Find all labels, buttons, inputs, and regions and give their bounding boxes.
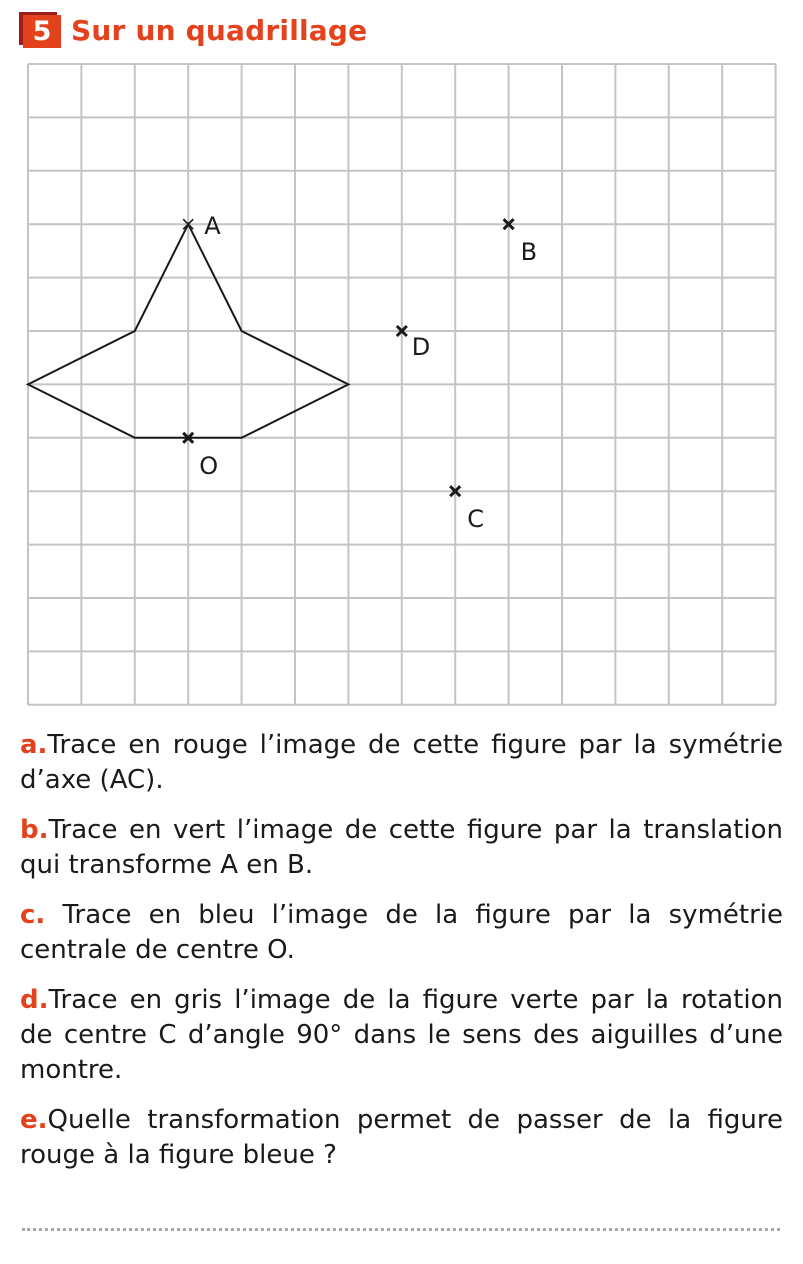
question-letter: d. <box>20 985 49 1015</box>
question-text: Quelle transformation permet de passer de la figure rouge à la figure bleue ? <box>20 1105 783 1170</box>
point-label: O <box>199 451 219 480</box>
exercise-title: Sur un quadrillage <box>71 13 368 47</box>
point-label: D <box>411 333 431 361</box>
questions-list <box>20 728 783 1188</box>
question-text: Trace en gris l’image de la figure verte par la rotation de centre C d’angle 90° dans le sens des aiguilles d’une montre. <box>20 985 783 1085</box>
grid-lines <box>28 64 776 705</box>
question-letter: c. <box>20 900 46 930</box>
question-a <box>20 728 783 798</box>
point-label: C <box>467 505 484 534</box>
question-d <box>20 983 783 1088</box>
question-letter: e. <box>20 1105 48 1135</box>
question-e <box>20 1103 783 1173</box>
question-text: Trace en bleu l’image de la figure par la symétrie centrale de centre O. <box>20 900 783 965</box>
question-text: Trace en vert l’image de cette figure par la translation qui transforme A en B. <box>20 815 783 880</box>
question-letter: a. <box>20 730 48 760</box>
point-label: A <box>204 212 221 241</box>
question-b <box>20 813 783 883</box>
point-label: B <box>520 238 538 267</box>
answer-dotted-line[interactable] <box>22 1228 780 1231</box>
question-text: Trace en rouge l’image de cette figure par la symétrie d’axe (AC). <box>20 730 783 795</box>
question-c <box>20 898 783 968</box>
question-letter: b. <box>20 815 49 845</box>
points-layer <box>183 212 537 533</box>
exercise-number: 5 <box>23 15 61 48</box>
